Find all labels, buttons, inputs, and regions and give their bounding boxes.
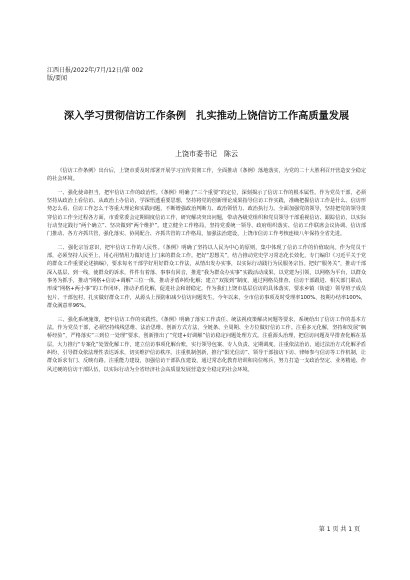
paragraph-section-2: 二、强化宗旨意识，把牢信访工作的人民性。《条例》明确了坚持以人民为中心的原则，集中体现了信访工作的价值取向。作为党员干部，必须坚持人民至上，用心用情用力做好进上门来的群众工作。把好“思想关”，结合推动党史学习常态化长效化，专门编印《习近平关于党的群众工作重要论述摘编》，要求每名干部学好用好群众工作法，从情出发办实事，以实际行动践行为民服务宗旨。把好“服务关”，推动干部深入基层、到一线，使群众的诉求，件件有着落、事事有回音，推进“我为群众办实事”实践活动成果。以党建为引领，以网格为平台，以群众事务为抓手，推动“网格+信访+调解”三位一体，推动矛盾纠纷化解；建立“双报到”制度，通过网格员排查、信访干部跟进、相关部门联动，形成“网格+两小事”的工作闭环，推动矛盾化解，促进社会和谐稳定。作为我们上饶市基层信访的具体落实，要求乡镇（街道）领导班子成员包片、干部包村，扎实做好群众工作，从源头上预防和减少信访问题发生。今年以来，全市信访事项及时受理率100%、按期办结率100%，群众满意率96%。	[47, 244, 366, 310]
article-title: 深入学习贯彻信访工作条例 扎实推动上饶信访工作高质量发展	[63, 111, 350, 122]
meta-line-2: 版/要闻	[47, 75, 68, 82]
paragraph-intro: 《信访工作条例》出台后，上饶市委及时部署开展学习宣传贯彻工作，全面推动《条例》落地落实，为党的二十大胜利召开营造安全稳定的社会环境。	[47, 168, 366, 183]
paragraph-section-3: 三、强化系统施策，把牢信访工作的实践性。《条例》明确了落实工作责任、统法视疫策解决问题等要求，系统给出了信访工作的基本方法。作为党员干部，必须坚持线线思维、法治思维、创新方式方法，全链条、全周期、全方位做好信访工作。注重多元化解，坚持和发展“枫桥经验”，严格落实“三到位一处理”要求，创新推出了“党建+好调解”信访稳定问题处理方式。注重源头治理，把信访问题及早排查化解在基层，大力推行“专案化”处置化解工作，建立信访事项化解台账，实行领导包案、专人负责、定期调度。注重依法治访，通过法治方式化解矛盾纠纷，引导群众依法理性表达诉求，切实维护信访秩序。注重机制创新，推行“阳光信访”、领导干部接访下访、律师参与信访等工作机制，让群众诉求有门、反映有路。注重能力建设，加强信访干部队伍建设，通过常态化教育培训和岗位练兵，努力打造一支政治坚定、业务精通、作风过硬的信访干部队伍，以实际行动为全省经济社会高质量发展营造安全稳定的社会环境。	[47, 316, 366, 373]
publication-meta	[47, 67, 143, 83]
article-body	[47, 167, 366, 379]
article-author: 上饶市委书记 陈云	[175, 150, 238, 158]
meta-line-1: 江西日报/2022年/7月/12日/第 002	[47, 67, 144, 74]
paragraph-section-1: 一、强化使命担当，把牢信访工作的政治性。《条例》明确了“三个重要”的定位，深刻揭示了信访工作的根本属性。作为党员干部，必须坚持从政治上看信访、从政治上办信访，学深悟透重要思想，坚持将党的创新理论成果指导信访工作实践，准确把握信访工作是什么、信访形势怎么看、信访工作怎么干等重大理论和实践问题，不断增强政治判断力、政治领悟力、政治执行力。全面加强党的领导，坚持把党的领导贯穿信访工作全过程各方面，市委常委会定期调度信访工作，研究解决突出问题，带动各级党组织和党员领导干部重视信访、跟踪信访，以实际行动坚定践行“两个确立”、坚决做到“两个维护”。建立健全工作格局，坚持党委统一领导、政府组织落实、信访工作联席会议协调、信访部门推动、各方齐抓共管，强化落实、协同配合、齐抓共管的工作格局，加强法治建设，上饶市信访工作考核连续八年保持全省先进。	[47, 189, 366, 238]
page-number: 第 1 页 共 1 页	[318, 526, 360, 533]
